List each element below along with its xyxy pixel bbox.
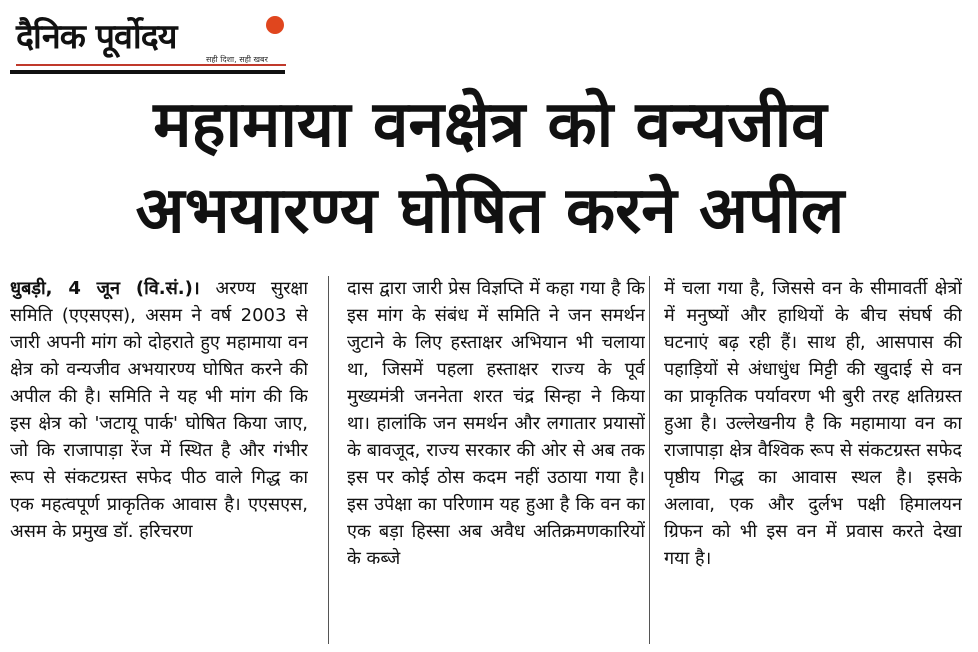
column-1-text: अरण्य सुरक्षा समिति (एएसएस), असम ने वर्ष 2003 से जारी अपनी मांग को दोहराते हुए महामाया वन क्षेत्र को वन्यजीव अभयारण्य घोषित करने की अपील की है। समिति ने यह भी मांग की कि इस क्षेत्र को 'जटायू पार्क' घोषित किया जाए, जो कि राजापाड़ा रेंज में स्थित है और गंभीर रूप से संकटग्रस्त सफेद पीठ वाले गिद्ध का एक महत्वपूर्ण प्राकृतिक आवास है। एएसएस, असम के प्रमुख डॉ. हरिचरण (10, 278, 308, 542)
column-3-text: में चला गया है, जिससे वन के सीमावर्ती क्षेत्रों में मनुष्यों और हाथियों के बीच संघर्ष की घटनाएं बढ़ रही हैं। साथ ही, आसपास की पहाड़ियों से अंधाधुंध मिट्टी की खुदाई से वन का प्राकृतिक पर्यावरण भी बुरी तरह क्षतिग्रस्त हुआ है। उल्लेखनीय है कि महामाया वन का राजापाड़ा क्षेत्र वैश्विक रूप से संकटग्रस्त सफेद पृष्ठीय गिद्ध का आवास स्थल है। इसके अलावा, एक और दुर्लभ पक्षी हिमालयन ग्रिफन को भी इस वन में प्रवास करते देखा गया है। (664, 278, 962, 569)
article-column-1 (10, 275, 308, 647)
column-divider (328, 276, 329, 644)
column-divider (649, 276, 650, 644)
article-column-2 (347, 275, 645, 647)
masthead-black-rule (10, 70, 285, 74)
dateline: धुबड़ी, 4 जून (वि.सं.)। (10, 278, 216, 299)
column-2-text: दास द्वारा जारी प्रेस विज्ञप्ति में कहा गया है कि इस मांग के संबंध में समिति ने जन समर्थन जुटाने के लिए हस्ताक्षर अभियान भी चलाया था, जिसमें पहला हस्ताक्षर राज्य के पूर्व मुख्यमंत्री जननेता शरत चंद्र सिन्हा ने किया था। हालांकि जन समर्थन और लगातार प्रयासों के बावजूद, राज्य सरकार की ओर से अब तक इस पर कोई ठोस कदम नहीं उठाया गया है। इस उपेक्षा का परिणाम यह हुआ है कि वन का एक बड़ा हिस्सा अब अवैध अतिक्रमणकारियों के कब्जे (347, 278, 645, 569)
headline-line-1: महामाया वनक्षेत्र को वन्यजीव (153, 88, 827, 162)
headline (30, 82, 950, 254)
logo-dot-icon (266, 16, 284, 34)
article-column-3 (664, 275, 962, 647)
newspaper-logo: दैनिक पूर्वोदय (16, 17, 177, 57)
headline-line-2: अभयारण्य घोषित करने अपील (135, 174, 845, 248)
tagline: सही दिशा, सही खबर (206, 55, 268, 64)
masthead-red-rule (16, 64, 286, 66)
masthead (10, 6, 285, 72)
